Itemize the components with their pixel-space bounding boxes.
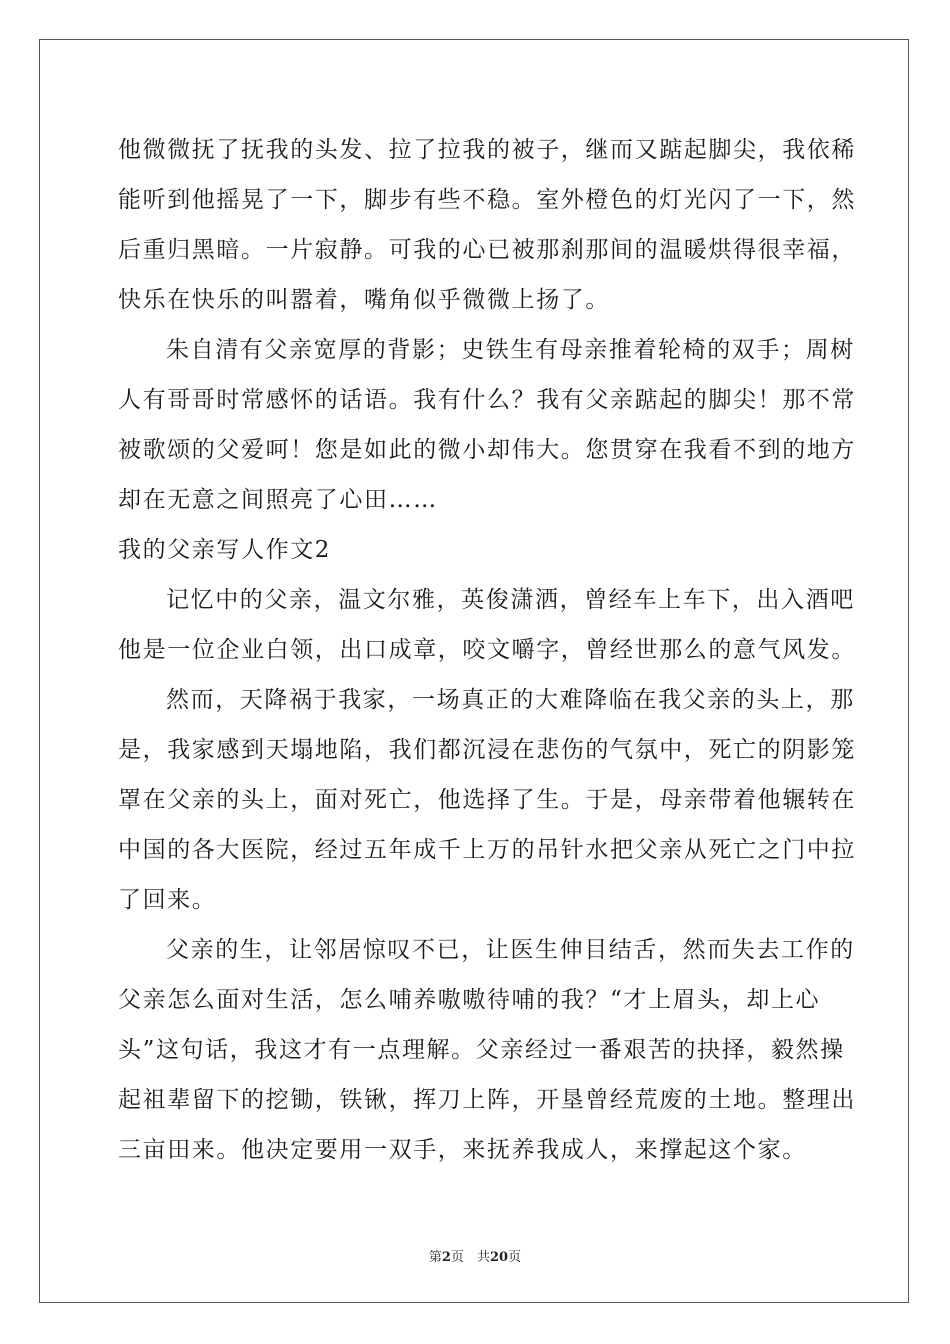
text-line: 能听到他摇晃了一下，脚步有些不稳。室外橙色的灯光闪了一下，然 bbox=[118, 187, 856, 213]
text-line: 罩在父亲的头上，面对死亡，他选择了生。于是，母亲带着他辗转在 bbox=[118, 787, 856, 813]
text-line: 头”这句话，我这才有一点理解。父亲经过一番艰苦的抉择，毅然操 bbox=[118, 1037, 845, 1063]
current-page-number: 2 bbox=[441, 1250, 451, 1265]
text-line: 人有哥哥时常感怀的话语。我有什么？我有父亲踮起的脚尖！那不常 bbox=[118, 387, 856, 413]
paragraph-first-line: 记忆中的父亲，温文尔雅，英俊潇洒，曾经车上车下，出入酒吧 bbox=[166, 587, 855, 613]
page-prefix: 第 bbox=[428, 1250, 442, 1265]
text-line: 后重归黑暗。一片寂静。可我的心已被那刹那间的温暖烘得很幸福， bbox=[118, 237, 856, 263]
text-line: 起祖辈留下的挖锄，铁锹，挥刀上阵，开垦曾经荒废的土地。整理出 bbox=[118, 1087, 856, 1113]
paragraph-first-line: 然而，天降祸于我家，一场真正的大难降临在我父亲的头上，那 bbox=[166, 687, 855, 713]
text-line: 父亲怎么面对生活，怎么哺养嗷嗷待哺的我？“才上眉头，却上心 bbox=[118, 987, 821, 1013]
page-footer bbox=[0, 1246, 950, 1265]
paragraph-first-line: 朱自清有父亲宽厚的背影；史铁生有母亲推着轮椅的双手；周树 bbox=[166, 337, 855, 363]
page-mid: 页 共 bbox=[450, 1250, 490, 1265]
page-suffix: 页 bbox=[508, 1250, 522, 1265]
section-heading: 我的父亲写人作文2 bbox=[118, 537, 332, 563]
text-line: 了回来。 bbox=[118, 887, 217, 913]
text-line: 却在无意之间照亮了心田…… bbox=[118, 487, 438, 513]
text-line: 快乐在快乐的叫嚣着，嘴角似乎微微上扬了。 bbox=[118, 287, 610, 313]
text-line: 三亩田来。他决定要用一双手，来抚养我成人，来撑起这个家。 bbox=[118, 1137, 807, 1163]
text-line: 他是一位企业白领，出口成章，咬文嚼字，曾经世那么的意气风发。 bbox=[118, 637, 856, 663]
text-line: 是，我家感到天塌地陷，我们都沉浸在悲伤的气氛中，死亡的阴影笼 bbox=[118, 737, 856, 763]
paragraph-first-line: 父亲的生，让邻居惊叹不已，让医生伸目结舌，然而失去工作的 bbox=[166, 937, 855, 963]
text-line: 他微微抚了抚我的头发、拉了拉我的被子，继而又踮起脚尖，我依稀 bbox=[118, 137, 856, 163]
text-line: 中国的各大医院，经过五年成千上万的吊针水把父亲从死亡之门中拉 bbox=[118, 837, 856, 863]
text-line: 被歌颂的父爱呵！您是如此的微小却伟大。您贯穿在我看不到的地方 bbox=[118, 437, 856, 463]
document-body bbox=[118, 125, 856, 1175]
total-page-count: 20 bbox=[489, 1250, 509, 1265]
